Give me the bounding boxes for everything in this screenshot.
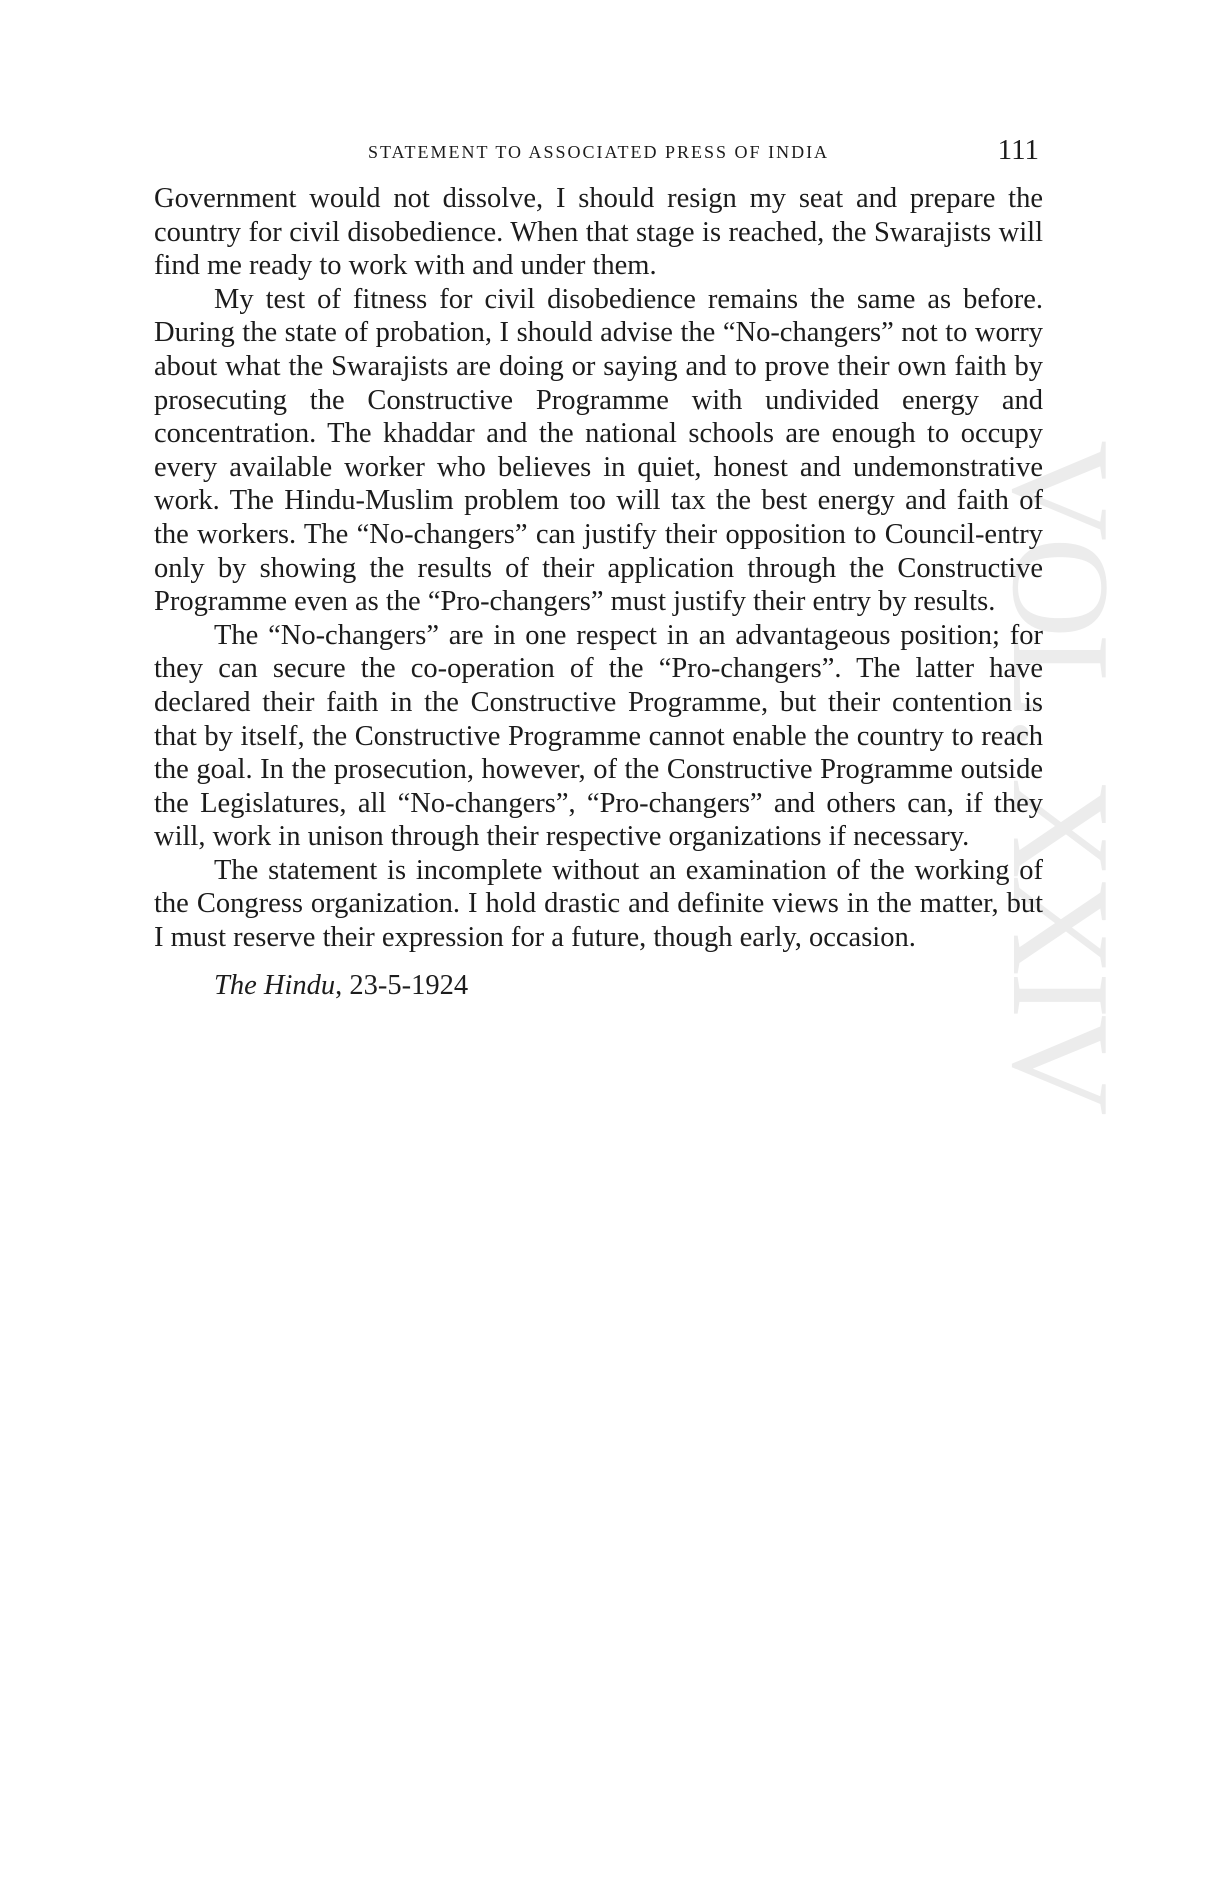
page-number: 111	[997, 134, 1039, 166]
paragraph-continued: Government would not dissolve, I should resign my seat and prepare the country for civil disobedience. When that stage is reached, the Swarajists will find me ready to work with and under them.	[154, 183, 1043, 282]
running-title-text: STATEMENT TO ASSOCIATED PRESS OF INDIA	[367, 142, 830, 162]
paragraph: The “No-changers” are in one respect in an advantageous position; for they can secure the co-operation of the “Pro-changers”. The latter have declared their faith in the Constructive Programme, but their contention is that by itself, the Constructive Programme cannot enable the country to reach the goal. In the prosecution, however, of the Constructive Programme outside the Legislatures, all “No-changers”, “Pro-changers” and others can, if they will, work in unison through their respective organizations if necessary.	[154, 619, 1043, 853]
paragraph: The statement is incomplete without an examination of the working of the Congress organization. I hold drastic and definite views in the matter, but I must reserve their expression for a future, though early, occasion.	[154, 854, 1043, 954]
running-title	[154, 142, 1043, 163]
paragraph: My test of fitness for civil disobedience remains the same as before. During the state of probation, I should advise the “No-changers” not to worry about what the Swarajists are doing or saying and to prove their own faith by prosecuting the Constructive Programme with undivided energy and concentration. The khaddar and the national schools are enough to occupy every available worker who believes in quiet, honest and undemonstrative work. The Hindu-Muslim problem too will tax the best energy and faith of the workers. The “No-changers” can justify their opposition to Council-entry only by showing the results of their application through the Constructive Programme even as the “Pro-changers” must justify their entry by results.	[154, 283, 1043, 618]
source-journal: The Hindu	[214, 969, 336, 1001]
body-text	[154, 182, 1043, 1002]
source-date: , 23-5-1924	[335, 969, 469, 1001]
running-head	[154, 134, 1043, 170]
watermark-text: VOL. XXIV	[983, 440, 1138, 1112]
source-citation	[214, 969, 1043, 1003]
